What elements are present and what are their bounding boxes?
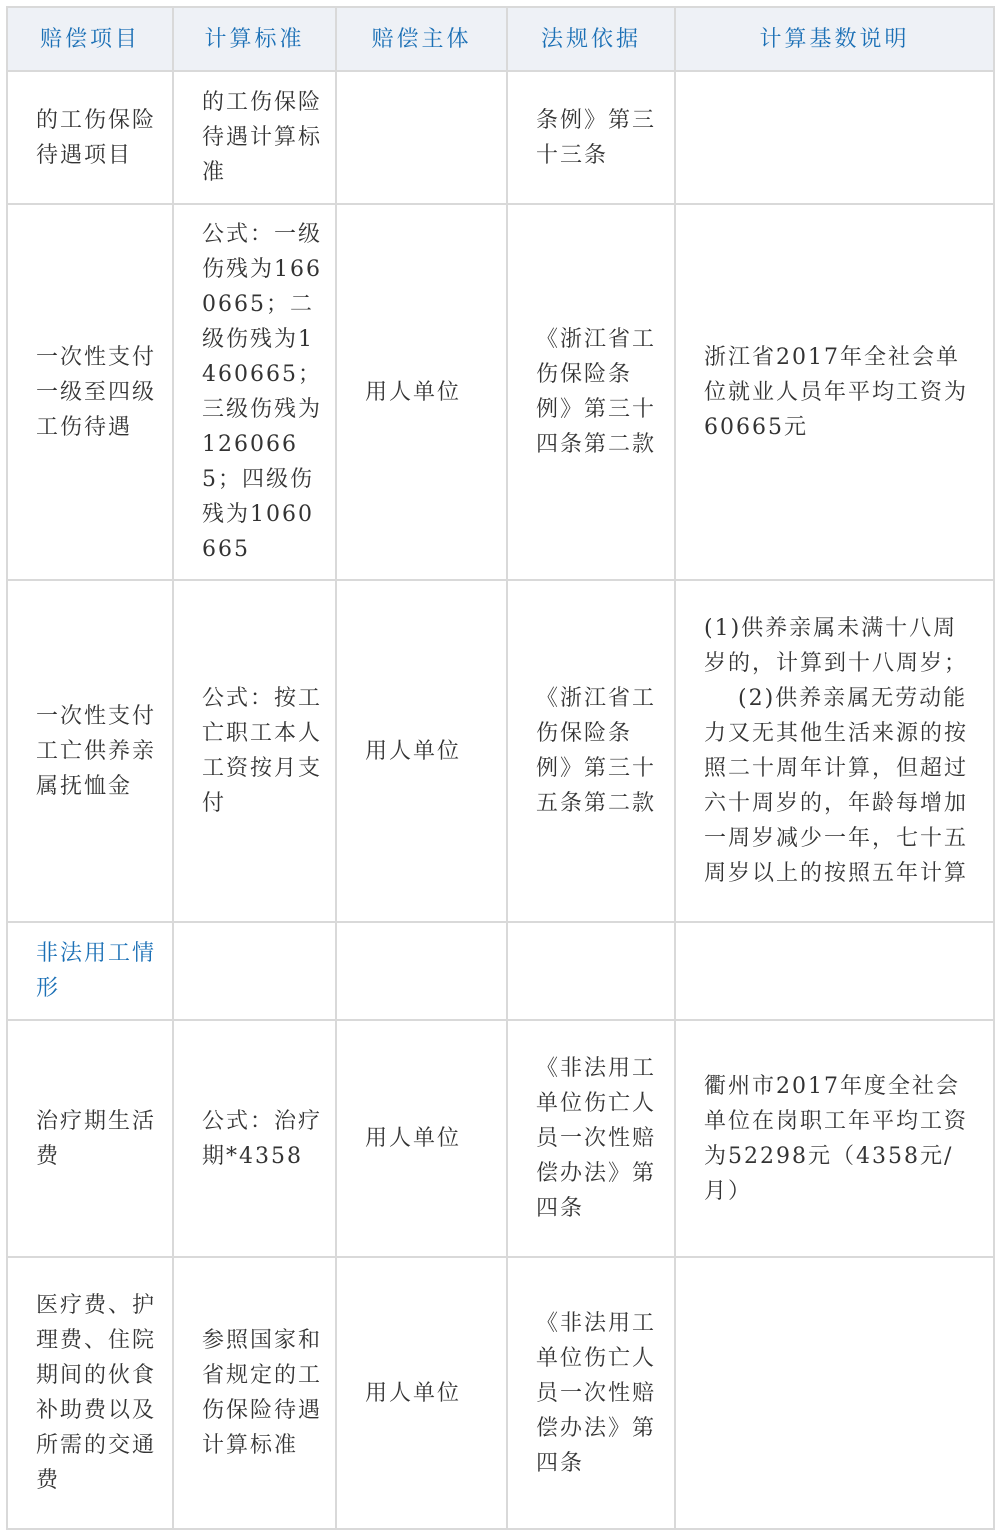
header-basis: 法规依据 — [507, 7, 675, 71]
cell-payer: 用人单位 — [336, 1257, 507, 1529]
cell-empty — [336, 922, 507, 1020]
cell-basis: 《非法用工单位伤亡人员一次性赔偿办法》第四条 — [507, 1020, 675, 1257]
cell-base: 浙江省2017年全社会单位就业人员年平均工资为60665元 — [675, 204, 994, 580]
header-base: 计算基数说明 — [675, 7, 994, 71]
cell-empty — [173, 922, 336, 1020]
cell-basis: 《浙江省工伤保险条例》第三十四条第二款 — [507, 204, 675, 580]
header-payer: 赔偿主体 — [336, 7, 507, 71]
cell-standard: 公式：治疗期*4358 — [173, 1020, 336, 1257]
base-note-1: (1)供养亲属未满十八周岁的，计算到十八周岁； — [704, 616, 969, 676]
cell-base — [675, 1257, 994, 1529]
table-row — [7, 1257, 994, 1529]
cell-item: 一次性支付工亡供养亲属抚恤金 — [7, 580, 173, 922]
compensation-table — [6, 6, 995, 1530]
cell-standard: 公式：一级伤残为1660665；二级伤残为1460665；三级伤残为1260665；四级伤残为1060665 — [173, 204, 336, 580]
cell-item: 的工伤保险待遇项目 — [7, 71, 173, 204]
header-standard: 计算标准 — [173, 7, 336, 71]
header-row — [7, 7, 994, 71]
cell-item: 一次性支付一级至四级工伤待遇 — [7, 204, 173, 580]
cell-base — [675, 71, 994, 204]
cell-base: 衢州市2017年度全社会单位在岗职工年平均工资为52298元（4358元/月） — [675, 1020, 994, 1257]
base-note-2: (2)供养亲属无劳动能力又无其他生活来源的按照二十周年计算，但超过六十周岁的，年龄每增加一周岁减少一年，七十五周岁以上的按照五年计算 — [704, 686, 969, 886]
cell-basis: 《浙江省工伤保险条例》第三十五条第二款 — [507, 580, 675, 922]
table-row — [7, 580, 994, 922]
cell-basis: 《非法用工单位伤亡人员一次性赔偿办法》第四条 — [507, 1257, 675, 1529]
cell-payer: 用人单位 — [336, 580, 507, 922]
cell-payer: 用人单位 — [336, 1020, 507, 1257]
cell-empty — [675, 922, 994, 1020]
cell-standard: 的工伤保险待遇计算标准 — [173, 71, 336, 204]
section-label: 非法用工情形 — [7, 922, 173, 1020]
cell-item: 治疗期生活费 — [7, 1020, 173, 1257]
cell-item: 医疗费、护理费、住院期间的伙食补助费以及所需的交通费 — [7, 1257, 173, 1529]
cell-standard: 参照国家和省规定的工伤保险待遇计算标准 — [173, 1257, 336, 1529]
cell-standard: 公式：按工亡职工本人工资按月支付 — [173, 580, 336, 922]
section-row — [7, 922, 994, 1020]
cell-empty — [507, 922, 675, 1020]
cell-payer: 用人单位 — [336, 204, 507, 580]
cell-payer — [336, 71, 507, 204]
table-row — [7, 1020, 994, 1257]
table-row — [7, 71, 994, 204]
table-row — [7, 204, 994, 580]
cell-base — [675, 580, 994, 922]
header-item: 赔偿项目 — [7, 7, 173, 71]
cell-basis: 条例》第三十三条 — [507, 71, 675, 204]
